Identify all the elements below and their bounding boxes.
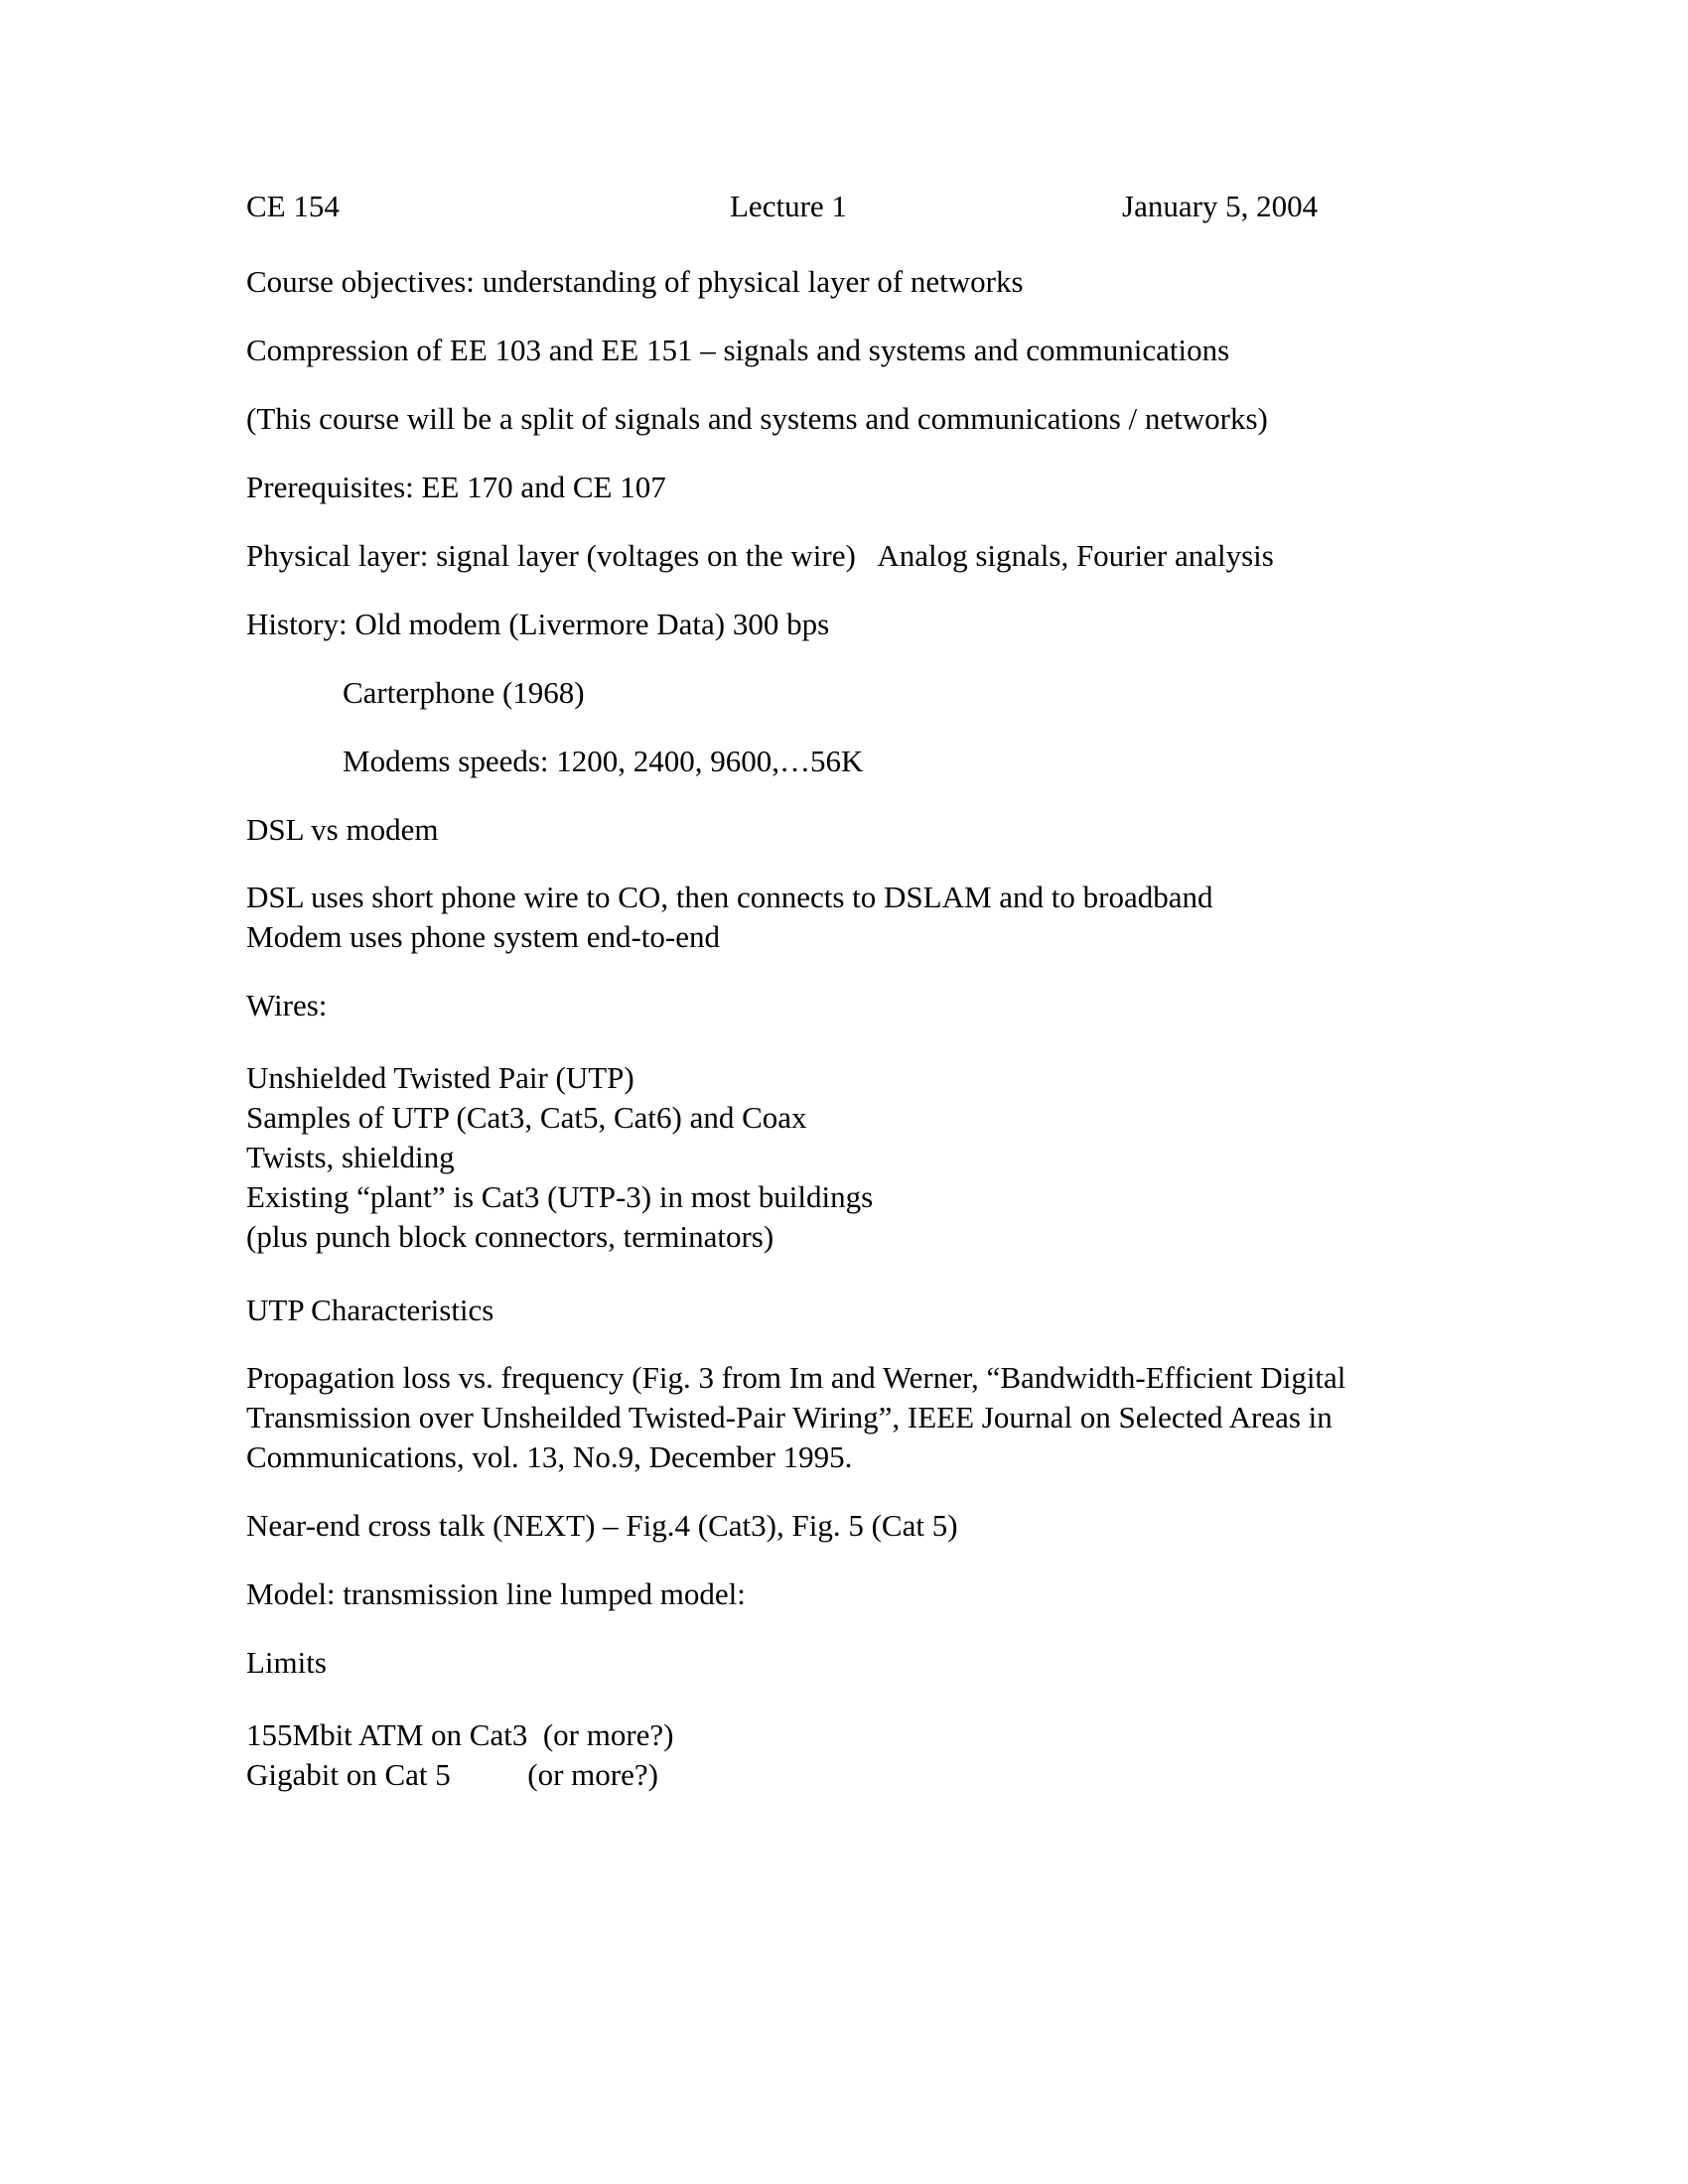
spacer [246, 850, 1438, 878]
spacer [246, 1546, 1438, 1573]
utp-characteristics-heading: UTP Characteristics [246, 1293, 494, 1327]
document-body [246, 185, 1438, 1795]
history-item-modem-speeds: Modems speeds: 1200, 2400, 9600,…56K [343, 744, 864, 778]
compression-line: Compression of EE 103 and EE 151 – signals and systems and communications [246, 333, 1230, 367]
spacer [246, 957, 1438, 985]
utp-model-line: Model: transmission line lumped model: [246, 1576, 746, 1611]
spacer [246, 439, 1438, 467]
utp-citation-paragraph: Propagation loss vs. frequency (Fig. 3 from Im and Werner, “Bandwidth-Efficient Digital Transmission over Unsheilded Twisted-Pair Wiring”, IEEE Journal on Selected Areas in Communications, vol. 13, No.9, December 1995. [246, 1360, 1353, 1474]
header-lecture-number: Lecture 1 [730, 189, 847, 223]
spacer [246, 370, 1438, 398]
spacer [246, 1025, 1438, 1058]
wires-item-existing-plant: Existing “plant” is Cat3 (UTP-3) in most buildings [246, 1179, 874, 1214]
wires-item-samples: Samples of UTP (Cat3, Cat5, Cat6) and Coax [246, 1100, 807, 1135]
spacer [246, 228, 1438, 261]
wires-item-twists: Twists, shielding [246, 1140, 455, 1174]
dsl-vs-modem-heading: DSL vs modem [246, 812, 439, 847]
spacer [246, 1257, 1438, 1290]
utp-next-line: Near-end cross talk (NEXT) – Fig.4 (Cat3), Fig. 5 (Cat 5) [246, 1508, 958, 1543]
limits-item-gigabit-cat5: Gigabit on Cat 5 (or more?) [246, 1757, 658, 1792]
header-course-code: CE 154 [246, 189, 340, 223]
wires-subitem-punch-block: (plus punch block connectors, terminators) [246, 1219, 774, 1254]
limits-heading: Limits [246, 1645, 327, 1680]
spacer [246, 1330, 1438, 1358]
document-header [246, 185, 1438, 228]
wires-heading: Wires: [246, 988, 328, 1023]
header-date: January 5, 2004 [1122, 189, 1319, 223]
spacer [246, 781, 1438, 809]
physical-layer-line: Physical layer: signal layer (voltages on the wire) Analog signals, Fourier analysis [246, 538, 1274, 573]
course-objectives-line: Course objectives: understanding of physical layer of networks [246, 264, 1024, 299]
wires-item-utp: Unshielded Twisted Pair (UTP) [246, 1060, 634, 1095]
spacer [246, 713, 1438, 741]
history-item-carterphone: Carterphone (1968) [343, 675, 585, 710]
spacer [246, 644, 1438, 672]
dsl-detail-line-1: DSL uses short phone wire to CO, then connects to DSLAM and to broadband [246, 880, 1213, 914]
spacer [246, 576, 1438, 604]
split-note-line: (This course will be a split of signals and systems and communications / networks) [246, 401, 1268, 436]
spacer [246, 1683, 1438, 1715]
limits-item-atm-cat3: 155Mbit ATM on Cat3 (or more?) [246, 1717, 674, 1752]
prerequisites-line: Prerequisites: EE 170 and CE 107 [246, 470, 666, 504]
history-heading: History: Old modem (Livermore Data) 300 bps [246, 607, 830, 641]
spacer [246, 507, 1438, 535]
dsl-detail-line-2: Modem uses phone system end-to-end [246, 919, 720, 954]
spacer [246, 302, 1438, 330]
spacer [246, 1614, 1438, 1642]
spacer [246, 1477, 1438, 1505]
